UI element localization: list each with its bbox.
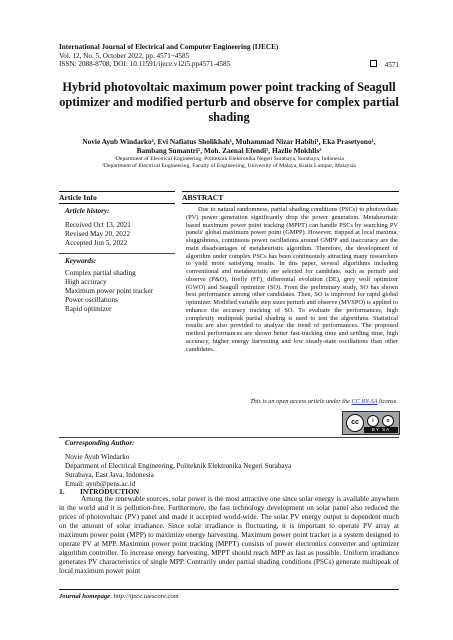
abstract-body <box>186 206 398 353</box>
affiliations <box>59 156 399 170</box>
author-list <box>59 137 399 156</box>
corresponding-location: Surabaya, East Java, Indonesia <box>65 470 154 479</box>
license-suffix: license. <box>377 398 398 405</box>
corresponding-department: Department of Electrical Engineering, Politeknik Elektronika Negeri Surabaya <box>65 461 292 470</box>
paper-title: Hybrid photovoltaic maximum power point tracking of Seagull optimizer and modified perturb and observe for complex partial shading <box>59 80 399 124</box>
license-prefix: This is an open access article under the <box>250 398 352 405</box>
introduction-paragraph: Among the renewable sources, solar power is the most attractive one since solar energy is available anywhere in the world and it is pollution-free. Furthermore, the fast technology development on solar panel also reduced the prices of photovoltaic (PV) panel and made it accepted world-wide. The solar PV energy output is dependent much on the amount of solar irradiance. Since solar irradiance is fluctuating, it is important to operate PV array at maximum power point (MPP) to maximize energy harvesting. Maximum power point tracker is a system designed to operate PV at MPP. Maximum power point tracking (MPPT) consists of power electronics converter and optimizer algorithm controller. To increase energy harvesting, MPPT should reach MPP as fast as possible. Uniform irradiance generates PV characteristics of single MPP. Contrarily under partial shading conditions (PSCs) generate multipeak of local maximum power point <box>59 495 399 575</box>
journal-volume: Vol. 12, No. 5, October 2022, pp. 4571~4585 <box>59 51 190 60</box>
issn-row <box>59 60 399 69</box>
license-statement <box>250 398 398 405</box>
history-received: Received Oct 13, 2021 <box>65 221 131 229</box>
square-icon <box>370 60 377 67</box>
keyword-item: High accuracy <box>65 278 107 287</box>
article-info-heading: Article Info <box>59 191 175 204</box>
keyword-list <box>65 269 153 314</box>
divider <box>59 437 399 438</box>
history-revised: Revised May 20, 2022 <box>65 230 131 238</box>
page-footer: Journal homepage: http://ijece.iaescore.com <box>59 589 399 600</box>
keyword-item: Power oscillations <box>65 296 118 305</box>
share-alike-icon: o <box>382 415 394 427</box>
divider <box>59 253 175 254</box>
author-line-1: Novie Ayub Windarko¹, Evi Nafiatus Sholikhah¹, Muhammad Nizar Habibi¹, Eka Prasetyono¹, <box>82 137 376 146</box>
page-number-block <box>370 60 399 70</box>
keyword-item: Maximum power point tracker <box>65 287 154 296</box>
footer-url[interactable]: http://ijece.iaescore.com <box>113 593 179 600</box>
journal-issn: ISSN: 2088-8708, DOI: 10.11591/ijece.v12i5.pp4571-4585 <box>59 60 231 69</box>
corresponding-name: Novie Ayub Windarko <box>65 453 130 461</box>
section-number: 1. <box>59 487 65 496</box>
page-number: 4571 <box>384 61 399 70</box>
affiliation-1: ¹Department of Electrical Engineering, Politeknik Elektronika Negeri Surabaya, Surabaya, Indonesia <box>114 156 344 162</box>
person-icon: i <box>367 415 379 427</box>
corresponding-author-details <box>65 453 395 489</box>
footer-label: Journal homepage <box>59 593 111 600</box>
abstract-text: Due to natural randomness, partial shading conditions (PSCs) to photovoltaic (PV) power generation significantly drop the power generation. Metaheuristic based maximum power point tracking (MPPT) can handle PSCs by searching PV panels' global maximum power point (GMPP). However, trapped at local maxima, sluggishness, continuous power oscillations around GMPP and inaccuracy are the main disadvantages of metaheuristic algorithm. Therefore, the development of algorithm under complex PSCs has been continuously attracting many researchers to yield more satisfying results. In this paper, several algorithms including conventional and metaheuristic are selected for candidate, such as perturb and observe (P&O), firefly (FF), differential evolution (DE), grey wolf optimizer (GWO) and Seagull optimizer (SO). From the preliminary study, SO has shown best performance among other candidates. Then, SO is improved for rapid global optimizer. Modified variable step sizes perturb and observe (MVSPO) is applied to enhance the accuracy tracking of SO. To evaluate the performances, high complexity multipeak partial shading is used to test the algorithms. Statistical results are also provided to analyze the trend of performances. The proposed method performances are shown better fast-tracking time and settling time, high accuracy, higher energy harvesting and low steady-state oscillations than other candidates. <box>186 206 398 353</box>
journal-name: International Journal of Electrical and Computer Engineering (IJECE) <box>59 43 279 51</box>
abstract-heading: ABSTRACT <box>182 191 399 204</box>
keywords-label: Keywords: <box>65 257 97 265</box>
keyword-item: Complex partial shading <box>65 269 136 277</box>
section-title: INTRODUCTION <box>80 487 140 496</box>
journal-header <box>59 43 399 69</box>
author-line-2: Bambang Sumantri¹, Moh. Zaenal Efendi¹, Hazlie Mokhlis² <box>136 146 322 156</box>
keyword-item: Rapid optimizer <box>65 305 112 314</box>
corresponding-author-label: Corresponding Author: <box>65 439 135 447</box>
badge-label: BY SA <box>364 427 398 433</box>
introduction-body <box>59 495 399 576</box>
cc-by-sa-badge[interactable] <box>342 411 400 435</box>
license-link[interactable]: CC BY-SA <box>351 398 378 405</box>
affiliation-2: ²Department of Electrical Engineering, Faculty of Engineering, University of Malaya, Kuala Lumpur, Malaysia <box>102 163 356 169</box>
corresponding-email: Email: ayub@pens.ac.id <box>65 479 136 488</box>
history-accepted: Accepted Jun 5, 2022 <box>65 239 128 247</box>
article-history-label: Article history: <box>65 207 110 215</box>
article-history <box>65 221 131 248</box>
cc-icon: cc <box>346 414 364 432</box>
